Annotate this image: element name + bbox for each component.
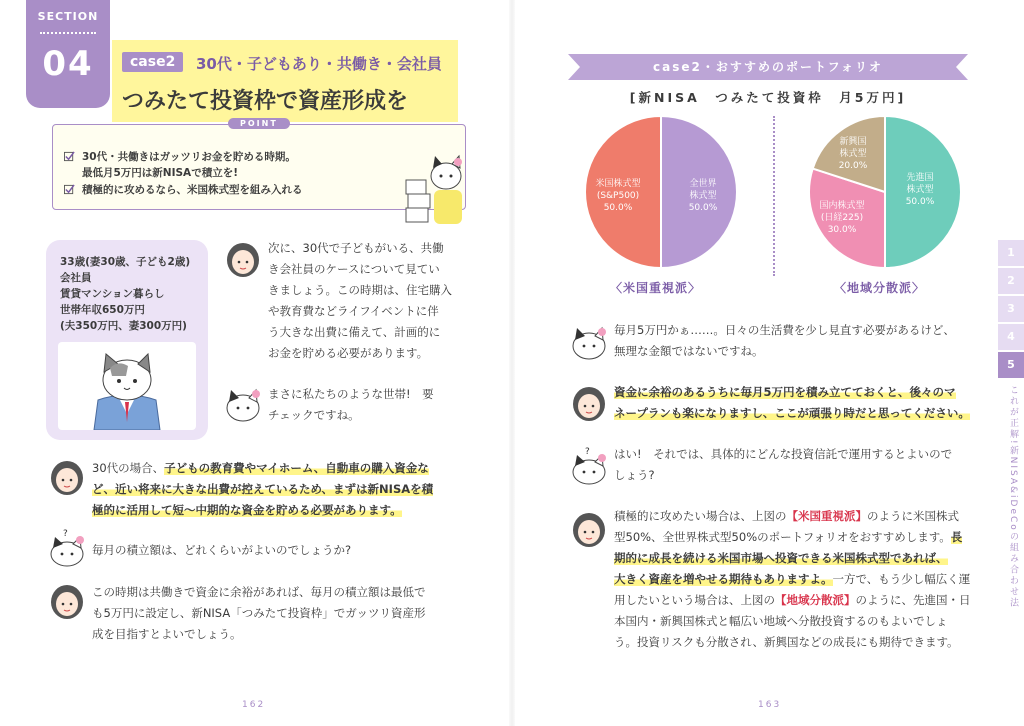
- dialog-text: 一方で、もう少し幅広く運: [832, 572, 971, 586]
- cat-question-avatar-icon: [46, 528, 88, 568]
- dialog-cat-2: [92, 540, 504, 561]
- tag-us-focus: 【米国重視派】: [786, 509, 867, 523]
- book-gutter: [509, 0, 515, 726]
- title-box: [112, 40, 458, 122]
- cat-avatar-icon: [222, 384, 264, 424]
- cat-question-avatar-icon: [568, 446, 610, 486]
- dialog-text: 30代の場合、: [92, 461, 165, 475]
- section-label: SECTION: [37, 10, 99, 23]
- dialog-line: や教育費などライフイベントに伴: [268, 304, 439, 318]
- highlight-text: 子どもの教育費やマイホーム、自動車の購入資金な: [164, 461, 429, 475]
- woman-avatar-icon: [568, 382, 610, 422]
- dialog-cat-1: [268, 384, 498, 426]
- profile-line: 33歳(妻30歳、子ども2歳): [60, 256, 191, 268]
- highlight-text: 長: [950, 530, 963, 544]
- pie-label-developed-stock: [884, 172, 956, 208]
- dialog-line: 次に、30代で子どもがいる、共働: [268, 241, 444, 255]
- checkbox-icon: [64, 184, 75, 195]
- pie-label-emerging-stock: [820, 136, 886, 172]
- dialog-line: う。投資リスクも分散され、新興国などの成長にも期待できます。: [614, 635, 959, 649]
- dialog-text: のように、先進国・日: [855, 593, 971, 607]
- tag-regional: 【地域分散派】: [775, 593, 856, 607]
- woman-avatar-icon: [46, 580, 88, 620]
- highlight-text: ネープランも楽になりますし、ここが頑張り時だと思ってください。: [614, 406, 970, 420]
- pie-caption-left: 〈米国重視派〉: [610, 281, 702, 295]
- checkbox-icon: [64, 151, 75, 162]
- pie-label-name: (S&P500): [596, 191, 640, 201]
- svg-text:?: ?: [63, 529, 68, 539]
- pie-label-name: 株式型: [689, 191, 717, 201]
- dialog-text: 用したいという場合は、上図の: [614, 593, 775, 607]
- dialog-line: 成を目指すとよいでしょう。: [92, 627, 242, 641]
- section-tab: [26, 0, 110, 108]
- woman-avatar-icon: [46, 456, 88, 496]
- section-divider: [40, 32, 96, 34]
- highlight-text: 資金に余裕のあるうちに毎月5万円を積み立てておくと、後々のマ: [614, 385, 956, 399]
- pie-label-name: 株式型: [906, 185, 934, 195]
- dialog-line: 本国内・新興国株式と幅広い地域へ分散投資するのもよいでしょ: [614, 614, 948, 628]
- pie-label-global-stock: [664, 178, 742, 214]
- page-title: つみたて投資枠で資産形成を: [122, 89, 409, 114]
- pie-label-value: 50.0%: [688, 203, 718, 213]
- woman-avatar-icon: [568, 508, 610, 548]
- highlight-text: 大きく資産を増やせる期待もありますよ。: [614, 572, 833, 586]
- side-tab-5[interactable]: 5: [998, 352, 1024, 378]
- pie-label-value: 20.0%: [838, 161, 868, 171]
- dialog-advisor-3: [92, 582, 504, 645]
- dialog-line: う大きな出費に備えて、計画的に: [268, 325, 441, 339]
- portfolio-banner-text: case2・おすすめのポートフォリオ: [653, 60, 883, 74]
- point-item-2: 最低月5万円は新NISAで積立を!: [82, 167, 238, 179]
- point-item-3: 積極的に攻めるなら、米国株式型を組み入れる: [82, 184, 303, 196]
- pie-label-name: 全世界: [689, 179, 717, 189]
- pie-label-domestic-stock: [802, 200, 882, 236]
- dialog-line: はい! それでは、具体的にどんな投資信託で運用するとよいので: [614, 447, 953, 461]
- page-number-right: 163: [758, 700, 782, 710]
- side-vertical-title: これが正解!新NISA&iDeCoの組み合わせ法: [1008, 385, 1018, 609]
- profile-card: [46, 240, 208, 440]
- highlight-text: ど、近い将来に大きな出費が控えているため、まずは新NISAを積: [92, 482, 434, 496]
- pie-label-name: 米国株式型: [595, 179, 641, 189]
- chart-divider: [773, 116, 775, 276]
- dialog-advisor-2: [92, 458, 504, 521]
- section-number: 04: [42, 44, 94, 84]
- dialog-line: 毎月の積立額は、どれくらいがよいのでしょうか?: [92, 543, 352, 557]
- svg-text:?: ?: [585, 447, 590, 457]
- side-tab-2[interactable]: 2: [998, 268, 1024, 294]
- highlight-text: 極的に活用して短〜中期的な資金を貯める必要があります。: [92, 503, 402, 517]
- pie-caption-right: 〈地域分散派〉: [834, 281, 926, 295]
- case-subtitle: 30代・子どもあり・共働き・会社員: [196, 55, 442, 73]
- highlight-text: 期的に成長を続ける米国市場へ投資できる米国株式型であれば、: [614, 551, 948, 565]
- dialog-line: お金を貯める必要があります。: [268, 346, 429, 360]
- portfolio-subtitle: [新NISA つみたて投資枠 月5万円]: [629, 90, 907, 105]
- pie-label-us-stock: [578, 178, 658, 214]
- profile-line: (夫350万円、妻300万円): [60, 320, 187, 332]
- dialog-line: チェックですね。: [268, 408, 360, 422]
- profile-illustration: [58, 342, 196, 430]
- point-label: POINT: [228, 118, 290, 129]
- dialog-cat-4: [614, 444, 994, 486]
- pie-label-name: 新興国: [839, 137, 867, 147]
- woman-avatar-icon: [222, 238, 264, 278]
- pie-label-value: 50.0%: [905, 197, 935, 207]
- dialog-text: のように米国株式: [867, 509, 959, 523]
- cat-avatar-icon: [568, 322, 610, 362]
- profile-line: 世帯年収650万円: [60, 304, 145, 316]
- dialog-line: まさに私たちのような世帯! 要: [268, 387, 434, 401]
- dialog-line: きましょう。この時期は、住宅購入: [268, 283, 452, 297]
- dialog-line: 毎月5万円かぁ……。日々の生活費を少し見直す必要があるけど、: [614, 323, 955, 337]
- profile-text: [60, 254, 190, 334]
- profile-line: 会社員: [60, 272, 92, 284]
- profile-line: 賃貸マンション暮らし: [60, 288, 165, 300]
- dialog-advisor-4: [614, 382, 994, 424]
- dialog-text: 型50%、全世界株式型50%のポートフォリオをおすすめします。: [614, 530, 951, 544]
- page-number-left: 162: [242, 700, 266, 710]
- pie-label-value: 30.0%: [827, 225, 857, 235]
- cat-with-boxes-illustration: [402, 150, 468, 226]
- pie-label-value: 50.0%: [603, 203, 633, 213]
- dialog-line: き会社員のケースについて見てい: [268, 262, 440, 276]
- side-tab-1[interactable]: 1: [998, 240, 1024, 266]
- cat-in-suit-illustration: [58, 342, 196, 430]
- pie-label-name: 株式型: [839, 149, 867, 159]
- dialog-cat-3: [614, 320, 994, 362]
- dialog-advisor-1: [268, 238, 498, 364]
- case-badge: case2: [122, 52, 183, 72]
- point-item-1: 30代・共働きはガッツリお金を貯める時期。: [82, 151, 296, 163]
- pie-label-name: (日経225): [820, 213, 864, 223]
- dialog-text: 積極的に攻めたい場合は、上図の: [614, 509, 787, 523]
- dialog-line: この時期は共働きで資金に余裕があれば、毎月の積立額は最低で: [92, 585, 426, 599]
- dialog-line: 無理な金額ではないですね。: [614, 344, 764, 358]
- side-tab-3[interactable]: 3: [998, 296, 1024, 322]
- dialog-line: も5万円に設定し、新NISA「つみたて投資枠」でガッツリ資産形: [92, 606, 426, 620]
- dialog-advisor-5: [614, 506, 994, 653]
- side-tab-4[interactable]: 4: [998, 324, 1024, 350]
- pie-label-name: 国内株式型: [819, 201, 865, 211]
- dialog-line: しょう?: [614, 468, 655, 482]
- pie-label-name: 先進国: [906, 173, 934, 183]
